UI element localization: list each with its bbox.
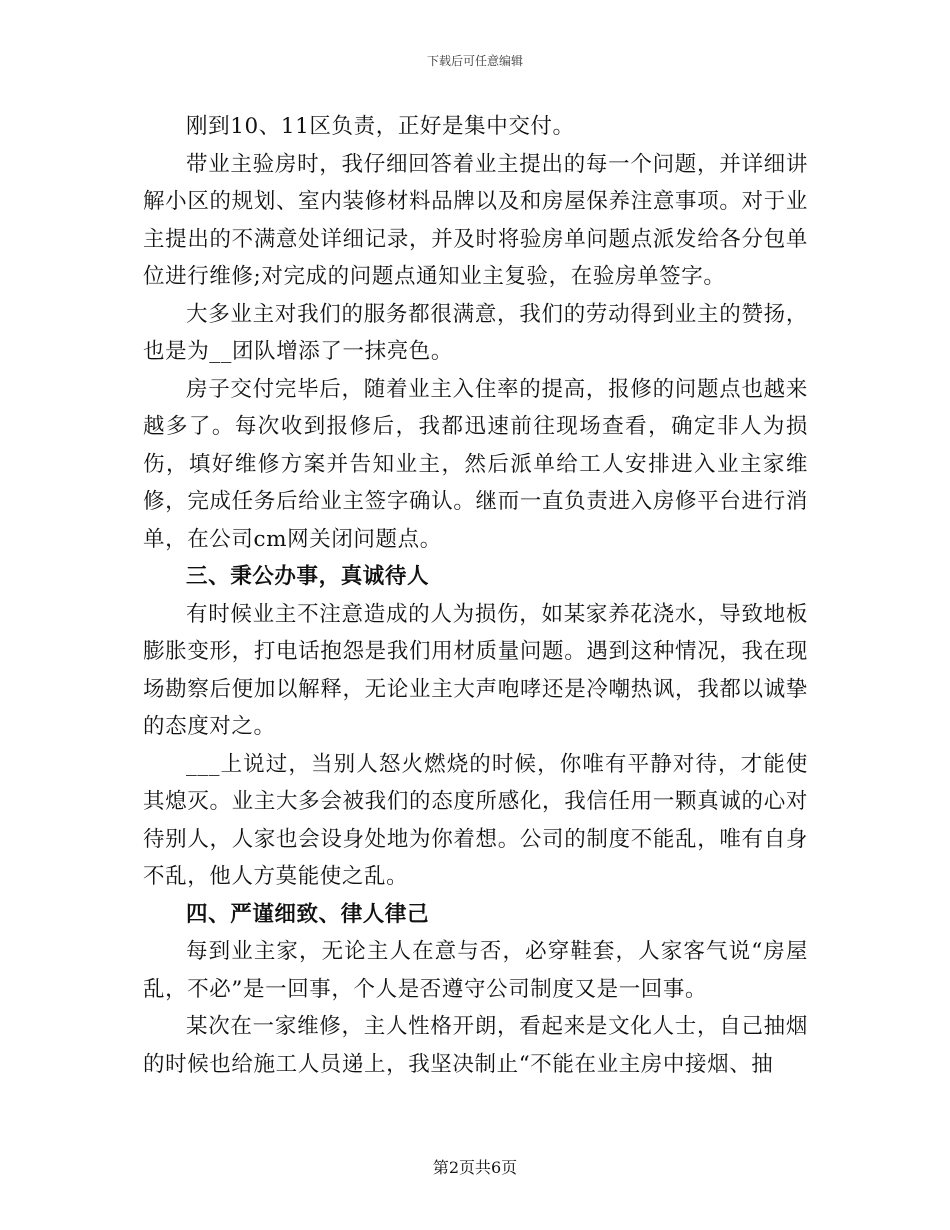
paragraph: ___上说过，当别人怒火燃烧的时候，你唯有平静对待，才能使其熄灭。业主大多会被我们的态度所感化，我信任用一颗真诚的心对待别人，人家也会设身处地为你着想。公司的制度不能乱，唯有自身不乱，他人方莫能使之乱。 (143, 751, 808, 889)
paragraph: 每到业主家，无论主人在意与否，必穿鞋套，人家客气说“房屋乱，不必”是一回事，个人是否遵守公司制度又是一回事。 (143, 939, 808, 1002)
section-heading: 三、秉公办事，真诚待人 (186, 564, 430, 589)
page-header: 下载后可任意编辑 (426, 54, 523, 68)
document-body (143, 108, 808, 1083)
paragraph: 刚到10、11区负责，正好是集中交付。 (186, 114, 575, 139)
paragraph: 房子交付完毕后，随着业主入住率的提高，报修的问题点也越来越多了。每次收到报修后，我都迅速前往现场查看，确定非人为损伤，填好维修方案并告知业主，然后派单给工人安排进入业主家维修，完成任务后给业主签字确认。继而一直负责进入房修平台进行消单，在公司cm网关闭问题点。 (143, 376, 808, 552)
paragraph: 某次在一家维修，主人性格开朗，看起来是文化人士，自己抽烟的时候也给施工人员递上，我坚决制止“不能在业主房中接烟、抽 (143, 1014, 808, 1077)
page-number: 第2页共6页 (432, 1158, 518, 1177)
paragraph: 有时候业主不注意造成的人为损伤，如某家养花浇水，导致地板膨胀变形，打电话抱怨是我们用材质量问题。遇到这种情况，我在现场勘察后便加以解释，无论业主大声咆哮还是冷嘲热讽，我都以诚挚的态度对之。 (143, 601, 808, 739)
paragraph: 大多业主对我们的服务都很满意，我们的劳动得到业主的赞扬，也是为__团队增添了一抹亮色。 (143, 301, 808, 364)
section-heading: 四、严谨细致、律人律己 (186, 901, 430, 927)
paragraph: 带业主验房时，我仔细回答着业主提出的每一个问题，并详细讲解小区的规划、室内装修材料品牌以及和房屋保养注意事项。对于业主提出的不满意处详细记录，并及时将验房单问题点派发给各分包单位进行维修;对完成的问题点通知业主复验，在验房单签字。 (143, 151, 808, 289)
